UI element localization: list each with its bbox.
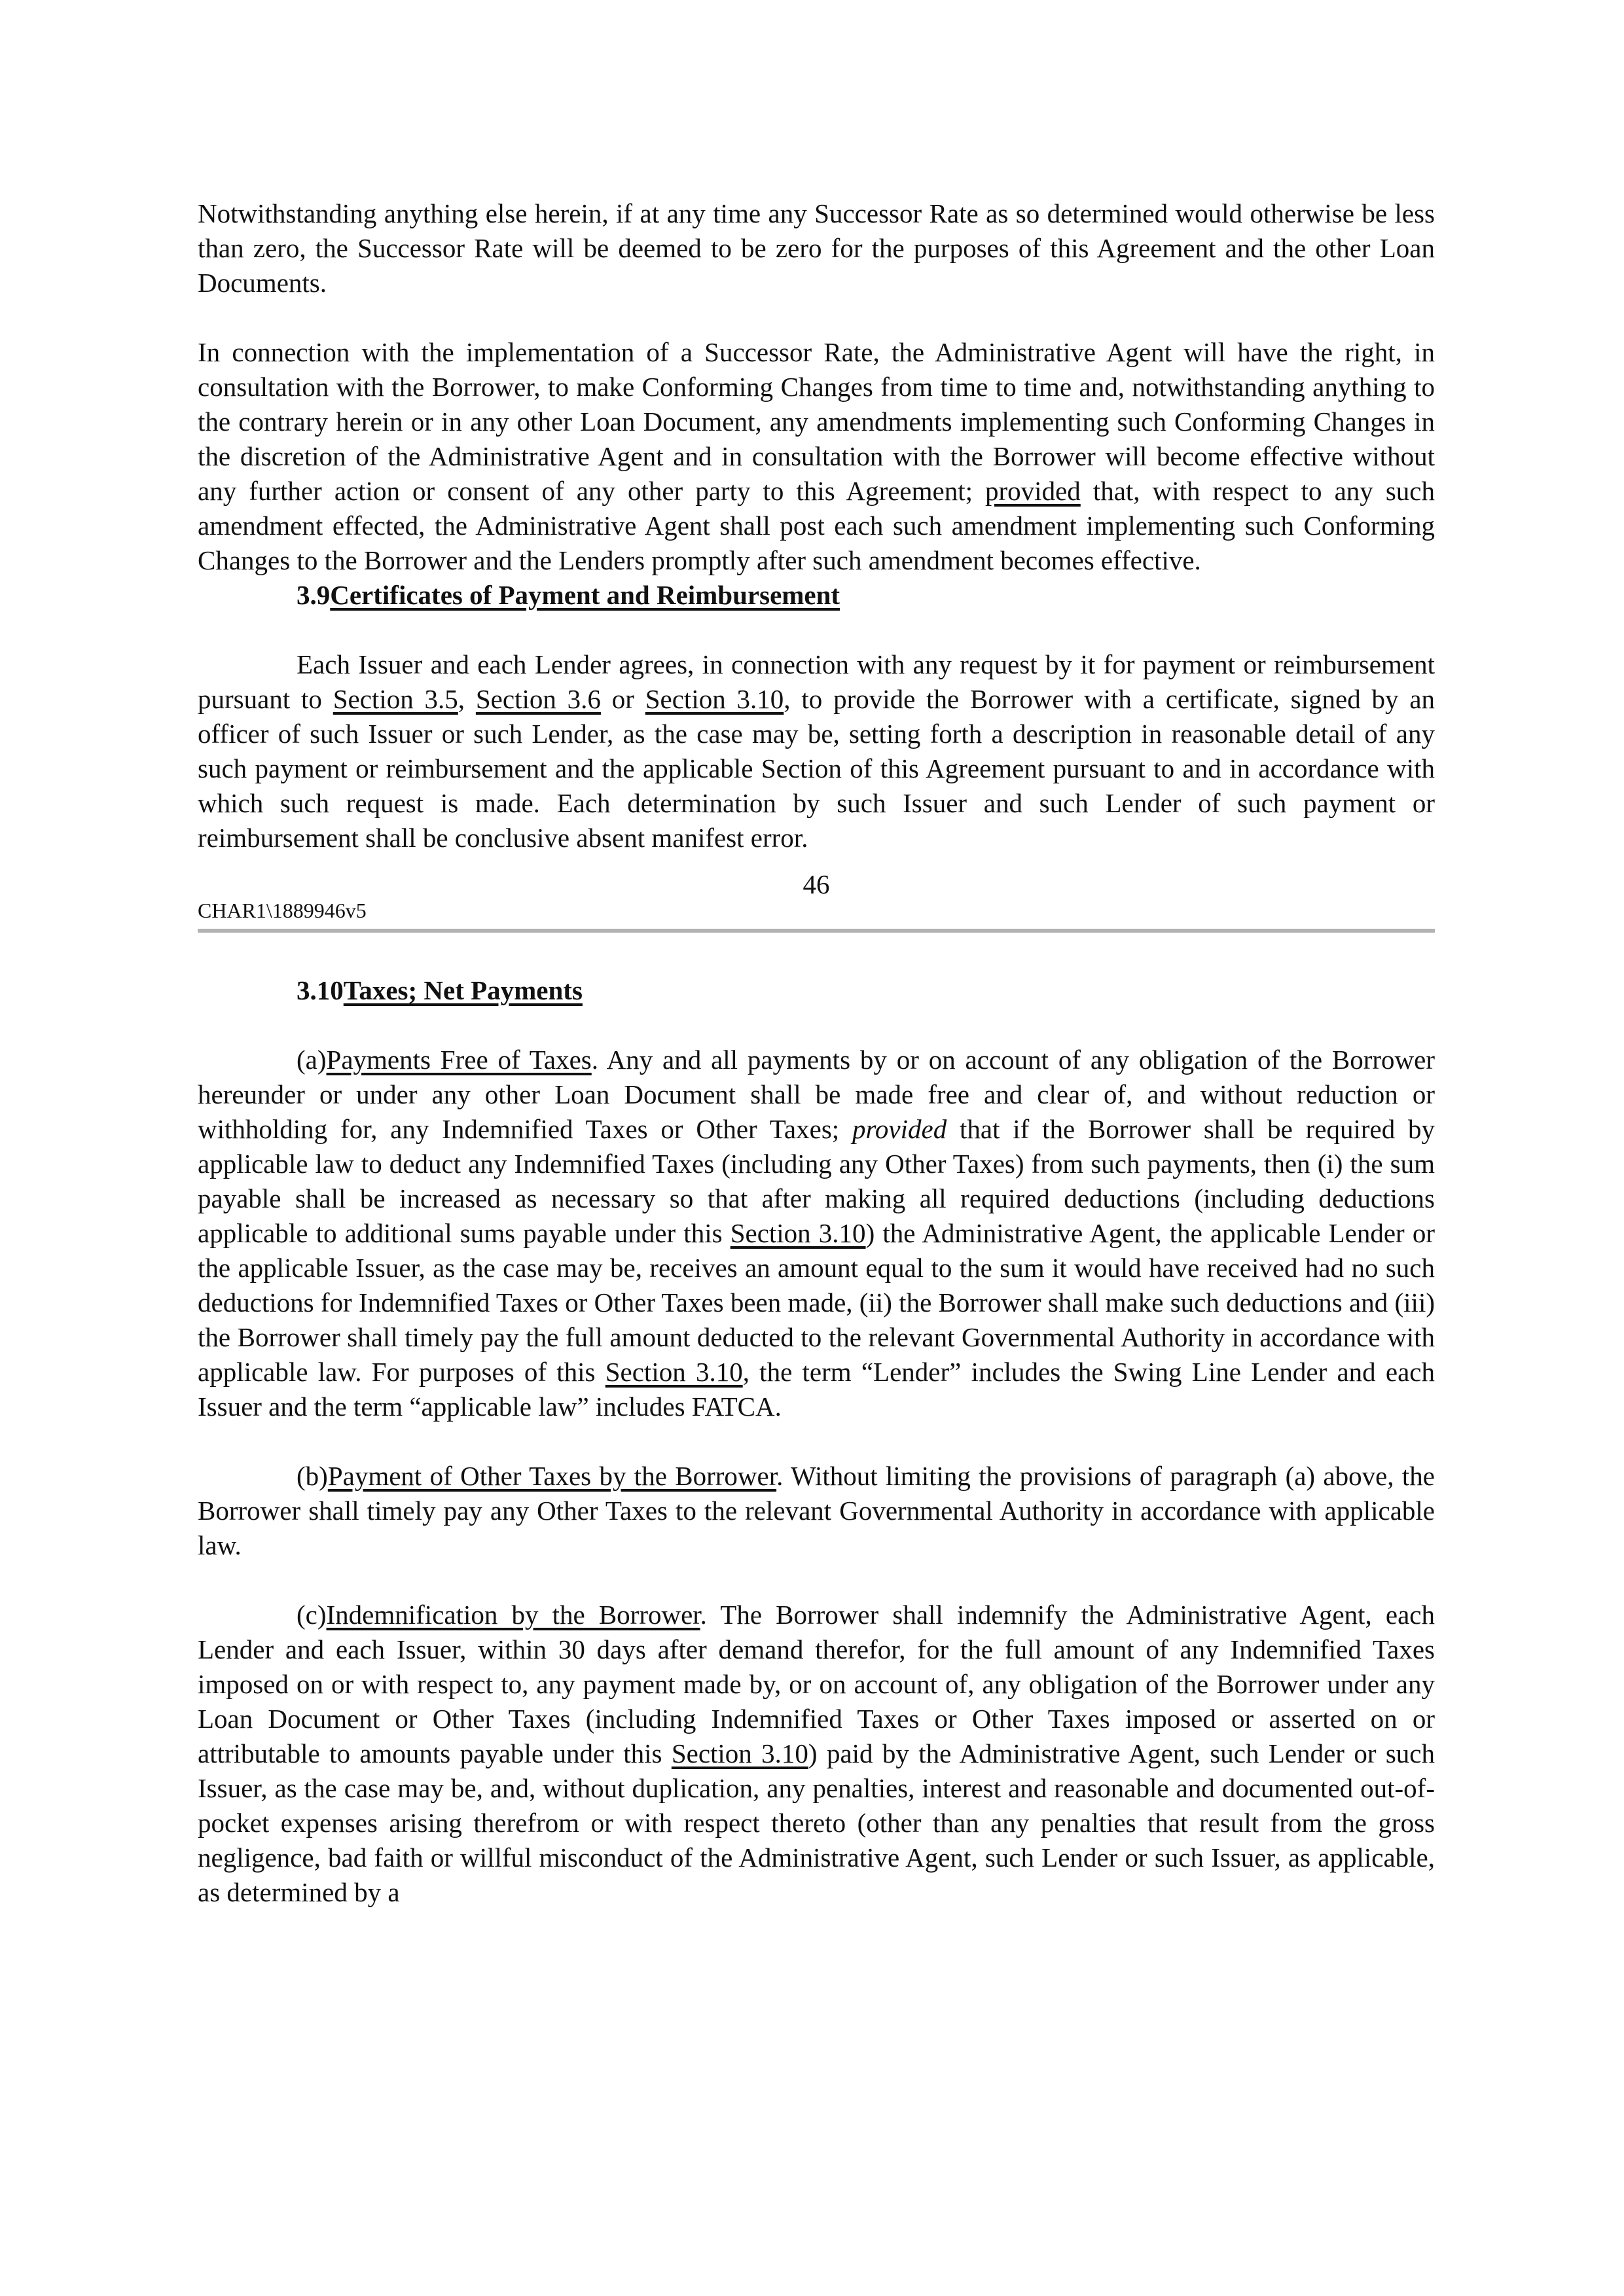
conforming-changes-paragraph <box>198 335 1435 578</box>
text-run: that, with respect to any such amendment effected, the Administrative Agent shall post each such amendment implementing such Conforming Changes to the Borrower and the Lenders promptly after such amendment becomes effective. <box>198 476 1435 575</box>
text-run: , the term “Lender” includes the Swing Line Lender and each Issuer and the term “applicable law” includes FATCA. <box>198 1357 1435 1422</box>
page-break-divider <box>198 929 1435 933</box>
paragraph-label: (a) <box>297 1045 327 1075</box>
section-3-10-heading <box>198 973 1435 1008</box>
text-run: ) the Administrative Agent, the applicable Lender or the applicable Issuer, as the case may be, receives an amount equal to the sum it would have received had no such deductions for Indemnified Taxes or Other Taxes been made, (ii) the Borrower shall make such deductions and (iii) the Borrower shall timely pay the full amount deducted to the relevant Governmental Authority in accordance with applicable law. For purposes of this <box>198 1218 1435 1387</box>
document-page <box>198 196 1435 1910</box>
section-number: 3.10 <box>297 975 344 1005</box>
section-3-9-paragraph <box>198 647 1435 855</box>
section-title: Taxes; Net Payments <box>343 975 583 1005</box>
paragraph-c <box>198 1598 1435 1910</box>
paragraph-title: Indemnification by the Borrower <box>326 1600 700 1630</box>
text-run: that if the Borrower shall be required by applicable law to deduct any Indemnified Taxes (including any Other Taxes) from such payments, then (i) the sum payable shall be increased as necessary so that after making all required deductions (including deductions applicable to additional sums payable under this <box>198 1114 1435 1248</box>
section-title: Certificates of Payment and Reimbursement <box>330 580 840 610</box>
section-3-9-heading <box>198 578 1435 613</box>
text-run: . Without limiting the provisions of paragraph (a) above, the Borrower shall timely pay any Other Taxes to the relevant Governmental Authority in accordance with applicable law. <box>198 1461 1435 1560</box>
text-run: ) paid by the Administrative Agent, such Lender or such Issuer, as the case may be, and, without duplication, any penalties, interest and reasonable and documented out-of-pocket expenses arising therefrom or with respect thereto (other than any penalties that result from the gross negligence, bad faith or willful misconduct of the Administrative Agent, such Lender or such Issuer, as applicable, as determined by a <box>198 1738 1435 1907</box>
section-reference-link[interactable]: Section 3.10 <box>730 1218 866 1248</box>
text-run: , to provide the Borrower with a certificate, signed by an officer of such Issuer or such Lender, as the case may be, setting forth a description in reasonable detail of any such payment or reimbursement and the applicable Section of this Agreement pursuant to and in accordance with which such request is made. Each determination by such Issuer and such Lender of such payment or reimbursement shall be conclusive absent manifest error. <box>198 684 1435 853</box>
paragraph-b <box>198 1459 1435 1563</box>
paragraph-label: (b) <box>297 1461 328 1491</box>
paragraph-title: Payment of Other Taxes by the Borrower <box>327 1461 777 1491</box>
document-id: CHAR1\1889946v5 <box>198 899 367 922</box>
paragraph-title: Payments Free of Taxes <box>326 1045 592 1075</box>
provided-term: provided <box>852 1114 947 1144</box>
section-number: 3.9 <box>297 580 331 610</box>
page-footer <box>198 867 1435 920</box>
paragraph-a <box>198 1043 1435 1424</box>
text-run: . Any and all payments by or on account of any obligation of the Borrower hereunder or under any other Loan Document shall be made free and clear of, and without reduction or withholding for, any Indemnified Taxes or Other Taxes; <box>198 1045 1435 1144</box>
text-run: . The Borrower shall indemnify the Administrative Agent, each Lender and each Issuer, within 30 days after demand therefor, for the full amount of any Indemnified Taxes imposed on or with respect to, any payment made by, or on account of, any obligation of the Borrower under any Loan Document or Other Taxes (including Indemnified Taxes or Other Taxes imposed or asserted on or attributable to amounts payable under this <box>198 1600 1435 1768</box>
paragraph-label: (c) <box>297 1600 327 1630</box>
section-reference-link[interactable]: Section 3.10 <box>645 684 784 714</box>
provided-term: provided <box>985 476 1081 506</box>
text-run: In connection with the implementation of a Successor Rate, the Administrative Agent will have the right, in consultation with the Borrower, to make Conforming Changes from time to time and, notwithstanding anything to the contrary herein or in any other Loan Document, any amendments implementing such Conforming Changes in the discretion of the Administrative Agent and in consultation with the Borrower will become effective without any further action or consent of any other party to this Agreement; <box>198 337 1435 506</box>
section-reference-link[interactable]: Section 3.10 <box>605 1357 743 1387</box>
section-reference-link[interactable]: Section 3.5 <box>333 684 458 714</box>
section-reference-link[interactable]: Section 3.10 <box>671 1738 808 1768</box>
text-run: or <box>600 684 645 714</box>
text-run: Each Issuer and each Lender agrees, in connection with any request by it for payment or reimbursement pursuant to <box>198 649 1435 714</box>
page-number: 46 <box>803 869 830 899</box>
text-run: , <box>458 684 476 714</box>
successor-rate-floor-paragraph: Notwithstanding anything else herein, if at any time any Successor Rate as so determined would otherwise be less than zero, the Successor Rate will be deemed to be zero for the purposes of this Agreement and the other Loan Documents. <box>198 198 1435 298</box>
section-reference-link[interactable]: Section 3.6 <box>475 684 601 714</box>
